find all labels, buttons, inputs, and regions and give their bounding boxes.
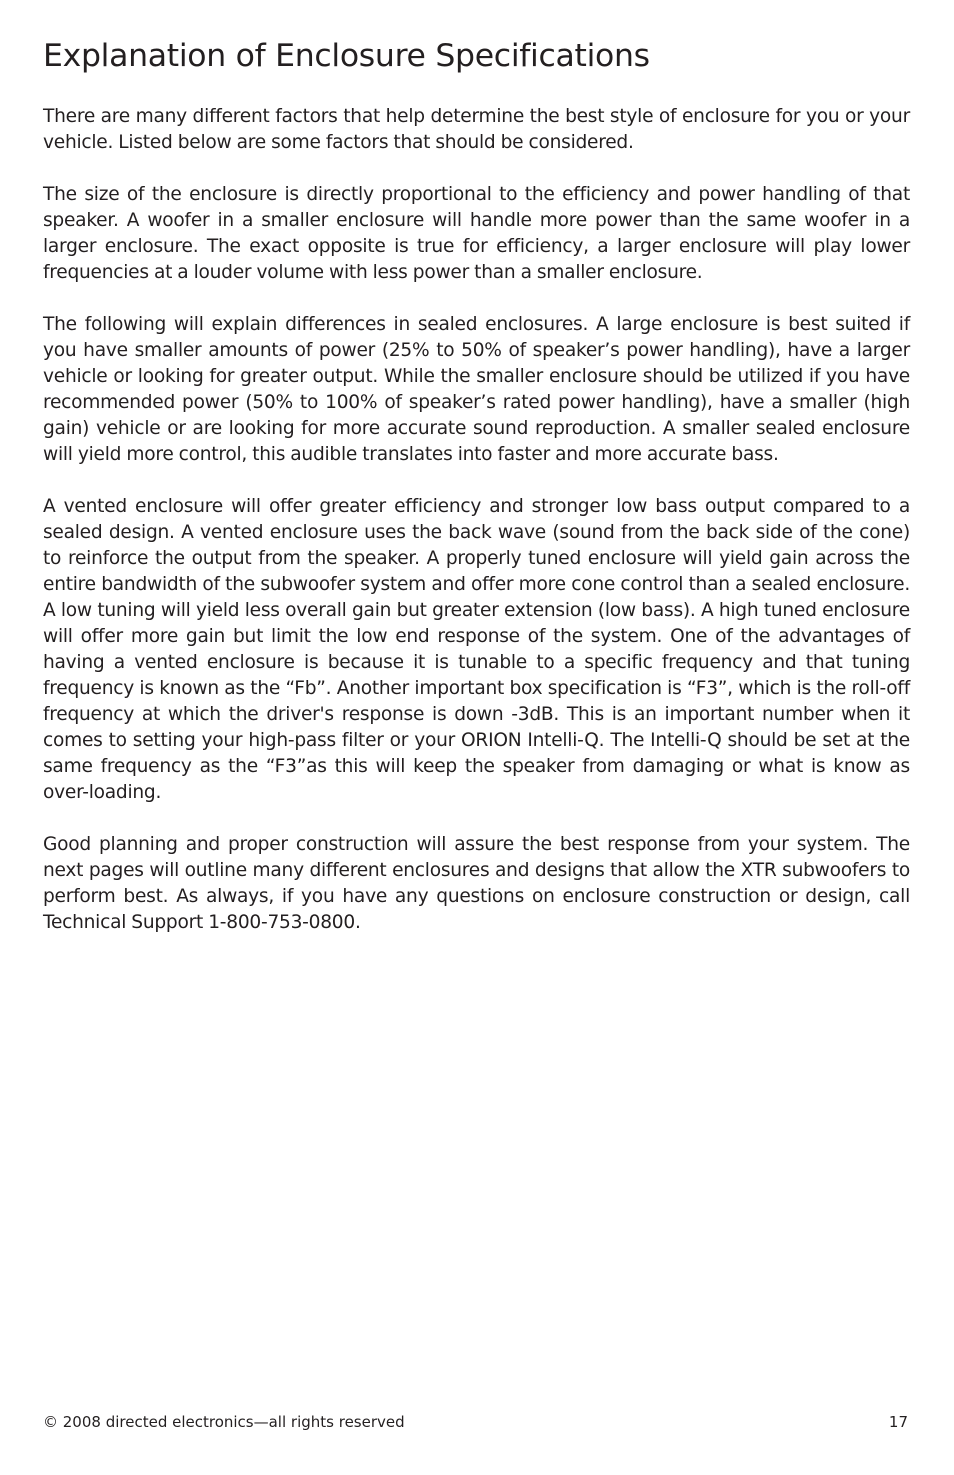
paragraph-intro: There are many different factors that help determine the best style of enclosure for you or your vehicle. Listed below are some factors that should be considered. — [43, 106, 910, 153]
paragraph-vented-enclosures: A vented enclosure will offer greater efficiency and stronger low bass output compared to a sealed design. A vented enclosure uses the back wave (sound from the back side of the cone) to reinforce the output from the speaker. A properly tuned enclosure will yield gain across the entire bandwidth of the subwoofer system and offer more cone control than a sealed enclosure. A low tuning will yield less overall gain but greater extension (low bass). A high tuned enclosure will offer more gain but limit the low end response of the system. One of the advantages of having a vented enclosure is because it is tunable to a specific frequency and that tuning frequency is known as the “Fb”. Another important box specification is “F3”, which is the roll-off frequency at which the driver's response is down -3dB. This is an important number when it comes to setting your high-pass filter or your ORION Intelli-Q. The Intelli-Q should be set at the same frequency as the “F3”as this will keep the speaker from damaging or what is know as over-loading. — [43, 496, 910, 803]
page-title: Explanation of Enclosure Specifications — [43, 38, 650, 74]
paragraph-sealed-enclosures: The following will explain differences in sealed enclosures. A large enclosure is best suited if you have smaller amounts of power (25% to 50% of speaker’s power handling), have a larger vehicle or looking for greater output. While the smaller enclosure should be utilized if you have recommended power (50% to 100% of speaker’s rated power handling), have a smaller (high gain) vehicle or are looking for more accurate sound reproduction. A smaller sealed enclosure will yield more control, this audible translates into faster and more accurate bass. — [43, 314, 910, 465]
footer-copyright: © 2008 directed electronics—all rights reserved — [43, 1413, 405, 1431]
body-text — [43, 104, 910, 962]
page-number: 17 — [888, 1413, 908, 1431]
paragraph-enclosure-size: The size of the enclosure is directly proportional to the efficiency and power handling of that speaker. A woofer in a smaller enclosure will handle more power than the same woofer in a larger enclosure. The exact opposite is true for efficiency, a larger enclosure will play lower frequencies at a louder volume with less power than a smaller enclosure. — [43, 184, 910, 283]
paragraph-planning: Good planning and proper construction will assure the best response from your system. The next pages will outline many different enclosures and designs that allow the XTR subwoofers to perform best. As always, if you have any questions on enclosure construction or design, call Technical Support 1-800-753-0800. — [43, 834, 910, 933]
